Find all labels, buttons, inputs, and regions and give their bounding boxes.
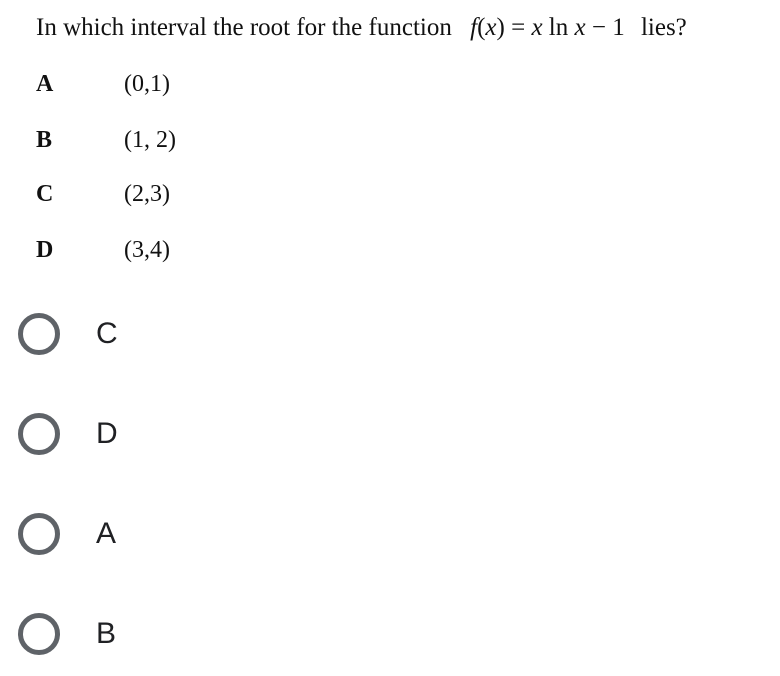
choice-interval: (2,3): [124, 181, 170, 207]
answer-option-a[interactable]: [18, 513, 318, 567]
choice-letter: C: [36, 181, 54, 207]
radio-button[interactable]: [18, 513, 60, 555]
choice-letter: D: [36, 237, 54, 263]
radio-button[interactable]: [18, 313, 60, 355]
answer-option-label[interactable]: B: [96, 617, 117, 650]
question-prompt: In which interval the root for the function: [36, 14, 452, 41]
answer-option-label[interactable]: C: [96, 317, 118, 350]
choice-interval: (3,4): [124, 237, 170, 263]
choice-interval: (1, 2): [124, 127, 176, 153]
answer-option-d[interactable]: [18, 413, 318, 467]
choice-letter: A: [36, 71, 54, 97]
choice-letter: B: [36, 127, 53, 153]
question-ending: lies?: [640, 14, 687, 41]
radio-button[interactable]: [18, 413, 60, 455]
choice-interval: (0,1): [124, 71, 170, 97]
radio-button[interactable]: [18, 613, 60, 655]
answer-option-label[interactable]: D: [96, 417, 118, 450]
question-text: [36, 10, 776, 46]
answer-option-c[interactable]: [18, 313, 318, 367]
answer-option-b[interactable]: [18, 613, 318, 667]
answer-option-label[interactable]: A: [96, 517, 117, 550]
question-formula: f(x) = x ln x − 1: [470, 14, 625, 41]
